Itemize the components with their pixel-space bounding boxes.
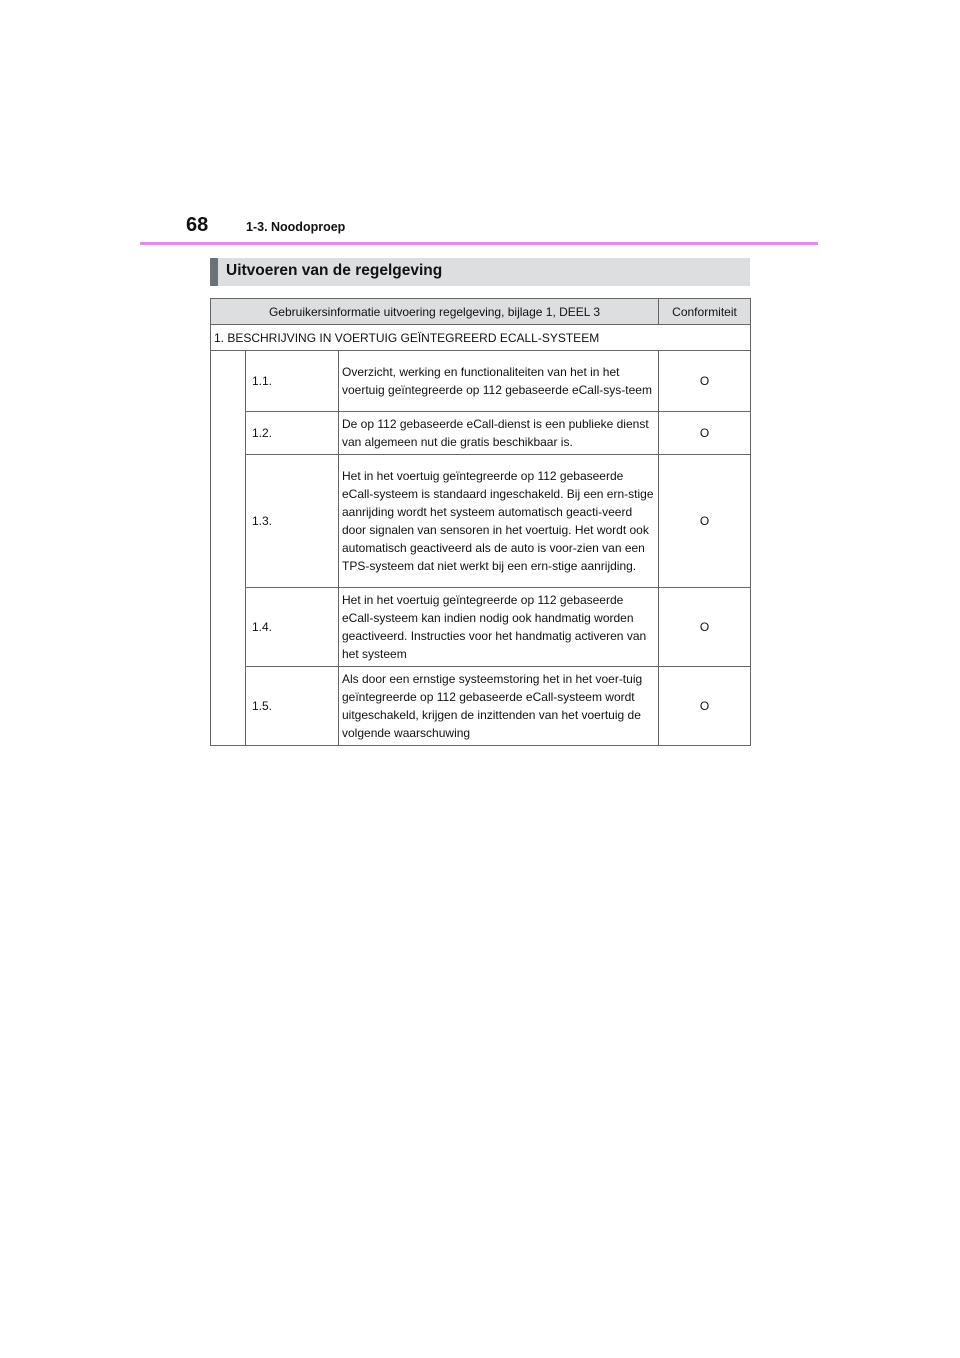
row-description: Als door een ernstige systeemstoring het in het voer-tuig geïntegreerde op 112 gebaseerde eCall-systeem wordt uitgeschakeld, krijgen de inzittenden van het voertuig de volgende waarschuwing	[339, 667, 659, 746]
indent-cell	[211, 351, 246, 746]
table-row	[211, 351, 751, 412]
row-description: De op 112 gebaseerde eCall-dienst is een publieke dienst van algemeen nut die gratis beschikbaar is.	[339, 412, 659, 455]
row-description: Overzicht, werking en functionaliteiten van het in het voertuig geïntegreerde op 112 gebaseerde eCall-sys-teem	[339, 351, 659, 412]
table-row	[211, 588, 751, 667]
section-title: Uitvoeren van de regelgeving	[226, 262, 443, 279]
table-row	[211, 455, 751, 588]
section-banner	[210, 258, 750, 286]
column-header-conformity: Conformiteit	[659, 299, 751, 325]
row-number: 1.2.	[246, 412, 339, 455]
column-header-info: Gebruikersinformatie uitvoering regelgeving, bijlage 1, DEEL 3	[211, 299, 659, 325]
row-conformity: O	[659, 351, 751, 412]
header-divider	[140, 242, 818, 245]
table-header-row	[211, 299, 751, 325]
row-conformity: O	[659, 588, 751, 667]
row-description: Het in het voertuig geïntegreerde op 112 gebaseerde eCall-systeem is standaard ingeschakeld. Bij een ern-stige aanrijding wordt het systeem automatisch geacti-veerd door signalen van sensoren in het voertuig. Het wordt ook automatisch geactiveerd als de auto is voor-zien van een TPS-systeem dat niet werkt bij een ern-stige aanrijding.	[339, 455, 659, 588]
regulation-table	[210, 298, 751, 746]
table-row	[211, 412, 751, 455]
row-conformity: O	[659, 412, 751, 455]
section-reference: 1-3. Noodoproep	[246, 220, 346, 234]
row-description: Het in het voertuig geïntegreerde op 112 gebaseerde eCall-systeem kan indien nodig ook handmatig worden geactiveerd. Instructies voor het handmatig activeren van het systeem	[339, 588, 659, 667]
row-conformity: O	[659, 455, 751, 588]
row-number: 1.5.	[246, 667, 339, 746]
row-number: 1.3.	[246, 455, 339, 588]
row-number: 1.4.	[246, 588, 339, 667]
chapter-row	[211, 325, 751, 351]
table-row	[211, 667, 751, 746]
row-number: 1.1.	[246, 351, 339, 412]
row-conformity: O	[659, 667, 751, 746]
chapter-title: 1. BESCHRIJVING IN VOERTUIG GEÏNTEGREERD ECALL-SYSTEEM	[211, 325, 751, 351]
page-number: 68	[186, 214, 209, 236]
